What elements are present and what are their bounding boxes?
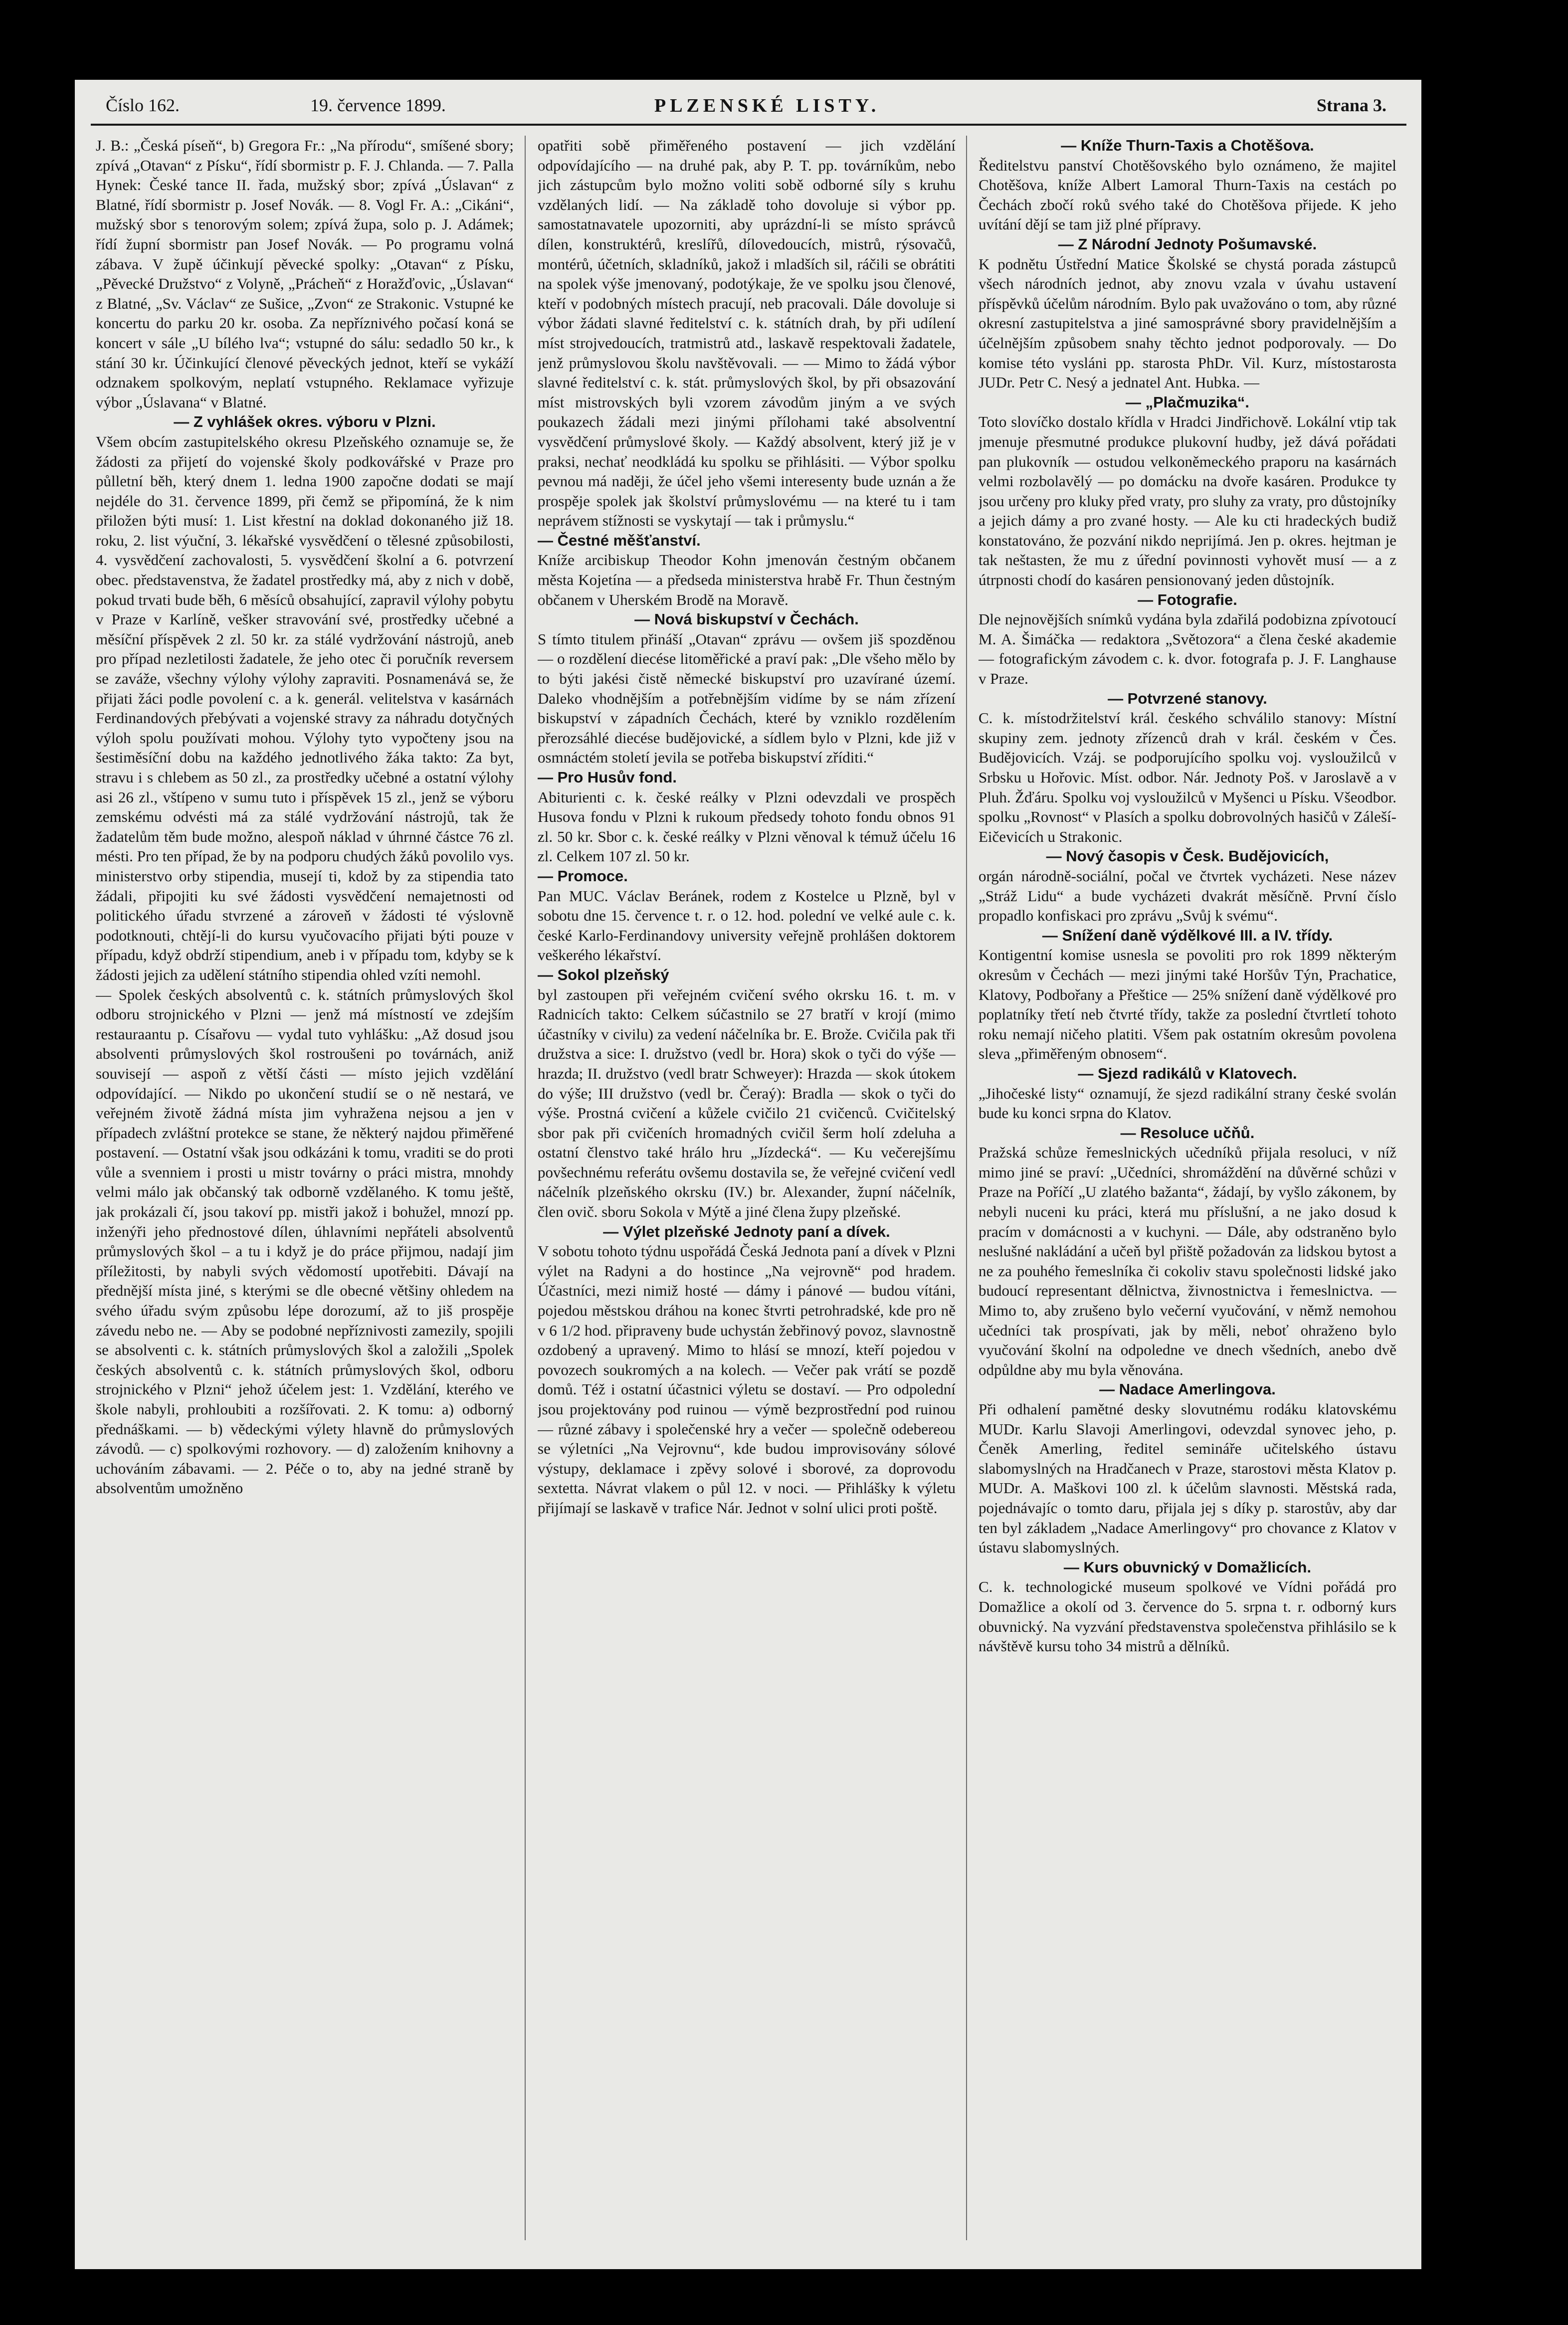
article-heading: — Fotografie.: [1138, 590, 1237, 608]
newspaper-page: [75, 80, 1421, 2269]
article-text: Pražská schůze řemeslnických učedníků přijala resoluci, v níž mimo jiné se praví: „Učedníci, shromáždění na důvěrné schůzi v Praze na Poříčí „U zlatého bažanta“, žádají, by vyšlo zákonem, by nebyli nuceni ku práci, která mu příslušní, a ne jako dosud k pracím v domácnosti a v kuchyni. — Dále, aby odstraněno bylo neslušné nakládání a učeň byl přiště požadován za lidskou bytost a ne za pouhého řemeslníka či cokoliv stavu společnosti lidské jako budoucí representant dělnictva, živnostnictva i řemeslnictva. — Mimo to, aby zrušeno bylo večerní vyučování, v němž nemohou učedníci tak prospívati, jak by měli, neboť ohraženo bylo vyučování školní na odpoledne ve dnech všedních, anebo dvě odpůldne aby mu byla věnována.: [979, 1144, 1396, 1378]
article-text: K podnětu Ústřední Matice Školské se chystá porada zástupců všech národních jednot, aby znovu vzala v úvahu ustavení příspěvků účelům národním. Bylo pak uvažováno o tom, aby různé okresní zastupitelstva a jiné samosprávné sbory pravidelnějším a účelnějším způsobem snahy těchto jednot podporovaly. — Do komise této vysláni pp. starosta PhDr. Vil. Kurz, místostarosta JUDr. Petr C. Nesý a jednatel Ant. Hubka. —: [979, 255, 1396, 391]
article-heading: — Z vyhlášek okres. výboru v Plzni.: [174, 413, 436, 431]
article-text: Pan MUC. Václav Beránek, rodem z Kostelce u Plzně, byl v sobotu dne 15. července t. r. o 12. hod. polední ve velké aule c. k. české Karlo-Ferdinandovy university veřejně prohlášen doktorem veškerého lékařství.: [538, 887, 956, 964]
article-heading: — „Plačmuzika“.: [1125, 393, 1250, 411]
article-heading: — Resoluce učňů.: [1120, 1124, 1255, 1142]
article-heading: — Z Národní Jednoty Pošumavské.: [1058, 235, 1317, 253]
article-text: Dle nejnovějších snímků vydána byla zdařilá podobizna zpívotoucí M. A. Šimáčka — redaktora „Světozora“ a člena české akademie — fotografickým závodem c. k. dvor. fotografa p. J. F. Langhause v Praze.: [979, 610, 1396, 688]
column-divider: [525, 136, 526, 2240]
article-heading: — Kurs obuvnický v Domažlicích.: [1063, 1558, 1312, 1576]
article-text: Všem obcím zastupitelského okresu Plzeňského oznamuje se, že žádosti za přijetí do vojenské školy podkovářské v Praze pro půlletní běh, který dnem 1. ledna 1900 započne dodati se mají nejdéle do 31. července 1899, při čemž se připomíná, že k nim přiložen býti musí: 1. List křestní na doklad dokonaného již 18. roku, 2. list výuční, 3. lékařské vysvědčení o tělesné způsobilosti, 4. vysvědčení zachovalosti, 5. vysvědčení školní a 6. potvrzení obec. představenstva, že žadatel prostředky má, aby z nich v době, pokud trvati bude běh, 6 měsíců obsahující, zapravil výlohy pobytu v Praze v Karlíně, vešker stravování své, prostředky učebné a měsíční příspěvek 2 zl. 50 kr. za stálé vydržování nástrojů, aneb pro případ nezletilosti žadatele, že jeho otec či poručník reversem se zaváže, všechny výlohy výlohy zapraviti. Posnamenává se, že přijati žáci podle povolení c. a k. generál. velitelstva v kasárnách Ferdinandových přebývati a vojenské stravy za náhradu dotyčných výloh spolu používati mohou. Výlohy tyto vypočteny jsou na šestiměsíční dobu na každého jednotlivého žáka takto: Za byt, stravu i s chlebem as 50 zl., za prostředky učebné a ostatní výlohy asi 26 zl., vštípeno v sumu tuto i příspěvek 15 zl., jenž se výboru zemskému odvésti má za stálé vydržování nástrojů, tak že žadatelům těm bude možno, alespoň náklad v úhrnné částce 76 zl. mésti. Pro ten případ, že by na podporu chudých žáků povolilo vys. ministerstvo orby stipendia, musejí ti, kdož by za stipendia tato žádali, připojiti ku své žádosti vysvědčení nemajetnosti od politického úřadu stvrzené a zároveň v žádosti té výslovně podotknouti, chtějí-li do kursu vyučovacího přijati býti pouze v případu, když obdrží stipendium, aneb i v případu tom, kdyby se k žádosti jejich za udělení státního stipendia ohled vzíti nemohl.: [96, 432, 514, 983]
article-text: Abiturienti c. k. české reálky v Plzni odevzdali ve prospěch Husova fondu v Plzni k rukoum předsedy tohoto fondu obnos 91 zl. 50 kr. Sbor c. k. české reálky v Plzni věnoval k témuž účelu 16 zl. Celkem 107 zl. 50 kr.: [538, 788, 956, 865]
article-text: C. k. místodržitelství král. českého schválilo stanovy: Místní skupiny zem. jednoty zřízenců drah v král. českém v Čes. Budějovicích. Vzáj. se podporujícího spolku voj. vysloužilců v Srbsku u Hořovic. Míst. odbor. Nár. Jednoty Poš. v Jaroslavě a v Pluh. Žďáru. Spolku voj vysloužilců v Myšenci u Písku. Všeodbor. spolku „Rovnost“ v Plasích a spolku dobrovolných hasičů v Záleší-Eičevicích u Strakonic.: [979, 709, 1396, 845]
column-divider: [966, 136, 967, 2240]
header-rule: [91, 124, 1406, 126]
article-text: Kontigentní komise usnesla se povoliti pro rok 1899 některým okresům v Čechách — mezi jinými také Horšův Týn, Prachatice, Klatovy, Podbořany a Přeštice — 25% snížení daně výdělkové pro poplatníky třetí neb čtvrté třídy, takže za poslední čtvrtletí tohoto roku nemají ničeho platiti. Všem pak ostatním okresům povolena sleva „přiměřeným obnosem“.: [979, 946, 1396, 1063]
article-heading: — Promoce.: [538, 867, 628, 885]
article-text: — Spolek českých absolventů c. k. státních průmyslových škol odboru strojnického v Plzni — jenž má místností ve zdejším restauraantu p. Císařovu — vydal tuto vyhlášku: „Až dosud jsou absolventi průmyslových škol rostroušeni po továrnách, aniž souvisejí — aspoň z větší části — místo jejich vzdělání odpovídající. — Nikdo po ukončení studií se o ně nestará, ve veřejném životě žádná místa jim vyhražena nejsou a jen v případech zvláštní protekce se stane, že některý najdou přiměřené postavení. — Ostatní však jsou odkázáni k tomu, vraditi se do proti vůle a svenniem i prosti u mistr továrny o práci mistra, mnohdy velmi málo jak občanský tak odborně vzdělaného. K tomu ještě, jak prokázali čí, jsou takoví pp. mistři jakož i bohužel, mnozí pp. inženýři jeho přednostové dílen, úhlavními nepřáteli absolventů průmyslových škol – a tu i když je do práce přijmou, nadají jim příležitosti, by nabyli svých vědomostí upotřebiti. Dávají na přednější místa jiné, s kterými se dle obecné většiny ohledem na svého úřadu svým způsobu lépe dorozumí, až to jiš prospěje závedu nebo ne. — Aby se podobné nepříznivosti zamezily, spojili se absolventi c. k. státních průmyslových škol a založili „Spolek českých absolventů c. k. státních průmyslových škol, odboru strojnického v Plzni“ jehož účelem jest: 1. Vzdělání, kterého ve škole nabyli, prohloubiti a rozšířovati. 2. K tomu: a) odborný přednáškami. — b) vědeckými výlety hlavně do průmyslových závodů. — c) spolkovými rozhovory. — d) založením knihovny a uchováním zábavami. — 2. Péče o to, aby na jedné straně by absolventům umožněno: [96, 985, 514, 1497]
article-text: J. B.: „Česká píseň“, b) Gregora Fr.: „Na přírodu“, smíšené sbory; zpívá „Otavan“ z Písku“, řídí sbormistr p. F. J. Chlanda. — 7. Palla Hynek: České tance II. řada, mužský sbor; zpívá „Úslavan“ z Blatné, řídí sbormistr p. Josef Novák. — 8. Vogl Fr. A.: „Cikáni“, mužský sbor s tenorovým solem; zpívá župa, solo p. J. Adámek; řídí župní sbormistr pan Josef Novák. — Po programu volná zábava. V župě účinkují pěvecké spolky: „Otavan“ z Písku, „Pěvecké Družstvo“ z Volyně, „Prácheň“ z Horažďovic, „Úslavan“ z Blatné, „Sv. Václav“ ze Sušice, „Zvon“ ze Strakonic. Vstupné ke koncertu do parku 20 kr. osoba. Za nepříznivého počasí koná se koncert v sále „U bílého lva“; vstupné do sálu: sedadlo 50 kr., k stání 30 kr. Účinkující členové pěveckých jednot, kteří se vykáží odznakem spolkovým, neplatí vstupného. Reklamace vyřizuje výbor „Úslavana“ v Blatné.: [96, 137, 514, 411]
article-heading: — Nový časopis v Česk. Budějovicích,: [1046, 847, 1329, 865]
article-text: Ředitelstvu panství Chotěšovského bylo oznámeno, že majitel Chotěšova, kníže Albert Lamoral Thurn-Taxis na cestách po Čechách zbočí roků svého také do Chotěšova přijede. K jeho uvítání dějí se tam již plné přípravy.: [979, 156, 1396, 233]
masthead-title: PLZENSKÉ LISTY.: [654, 95, 880, 116]
issue-date: 19. července 1899.: [310, 95, 446, 115]
article-heading: — Sjezd radikálů v Klatovech.: [1078, 1064, 1297, 1082]
article-heading: — Nová biskupství v Čechách.: [634, 610, 859, 628]
page-header: [91, 95, 1406, 125]
article-heading: — Snížení daně výdělkové III. a IV. třídy.: [1042, 926, 1333, 944]
article-text: orgán národně-sociální, počal ve čtvrtek vycházeti. Nese název „Stráž Lidu“ a bude vycházeti dvakrát měsíčně. První číslo propadlo konfiskaci pro zprávu „Svůj k svému“.: [979, 867, 1396, 925]
page-number: Strana 3.: [1316, 95, 1386, 115]
article-text: „Jihočeské listy“ oznamují, že sjezd radikální strany české svolán bude ku konci srpna do Klatov.: [979, 1084, 1396, 1122]
article-text: byl zastoupen při veřejném cvičení svého okrsku 16. t. m. v Radnicích takto: Celkem súčastnilo se 27 bratří v krojí (mimo účastníky v civilu) za vedení náčelníka br. E. Brože. Cvičila pak tři družstva a sice: I. družstvo (vedl br. Hora) skok o tyči do výše — hrazda; II. družstvo (vedl bratr Schweyer): Hrazda — skok útokem do výše; III družstvo (vedl br. Čeraý): Bradla — skok o tyči do výše. Prostná cvičení a kůžele cvičilo 21 cvičenců. Cvičitelský sbor pak při cvičeních hromadných cvičil šerm holí zdeluha a ostatní členstvo také hrálo hru „Jízdecká“. — Ku večerejšímu povšechnému referátu ovšemu dostavila se, že veřejné cvičení vedl náčelník plzeňského okrsku (IV.) br. Alexander, župní náčelník, člen ovič. sboru Sokola v Mýtě a jiné člena župy plzeňské.: [538, 985, 956, 1221]
article-text: V sobotu tohoto týdnu uspořádá Česká Jednota paní a dívek v Plzni výlet na Radyni a do hostince „Na vejrovně“ pod hradem. Účastníci, mezi nimiž hosté — dámy i pánové — budou vítáni, pojedou městskou dráhou na konec štvrti petrohradské, kde pro ně v 6 1/2 hod. připraveny bude uchystán žebřinový povoz, slavnostně ozdobený a upravený. Mimo to hlásí se mnozí, kteří pojedou v povozech soukromých a na kolech. — Večer pak vrátí se pozdě domů. Též i ostatní účastnici výletu se dostaví. — Pro odpolední jsou projektovány pod ruinou — výmě bezprostřední pod ruinou — různé zábavy i společenské hry a večer — společně odebereou se výletníci „Na Vejrovnu“, kde budou improvisovány sólové výstupy, deklamace i zpěvy solové i sborové, za doprovodu sextetta. Návrat vlakem o půl 12. v noci. — Přihlášky k výletu přijímají se laskavě v trafice Nár. Jednot v solní ulici proti poště.: [538, 1242, 956, 1517]
column-2: [538, 136, 956, 2245]
article-text: opatřiti sobě přiměřeného postavení — jich vzdělání odpovídajícího — na druhé pak, aby P. T. pp. továrníkům, nebo jich zástupcům bylo možno voliti sobě odborné síly s kruhu vzdělaných lidí. — Na základě toho dovoluje si výbor pp. samostatnavatele upozorniti, aby uprázdní-li se místo správců dílen, konstruktérů, kreslířů, dílovedoucích, mistrů, rýsovačů, montérů, účetních, skladníků, jakož i mladších sil, ráčili se obrátiti na spolek výše jmenovaný, podotýkaje, že ve spolku jsou členové, kteří v podobných místech pracují, neb pracovali. Dále dovoluje si výbor žádati slavné ředitelství c. k. státních drah, by při udílení míst strojvedoucích, tratmistrů atd., laskavě respektovali žadatele, jenž průmyslovou školu navštěvovali. — — Mimo to žádá výbor slavné ředitelství c. k. stát. průmyslových škol, by při obsazování míst mistrovských byli vzorem závodům jiným a ve svých poukazech žádali mezi jinými přílohami také absolventní vysvědčení průmyslové školy. — Každý absolvent, který již je v praksi, nechať neodkládá ku spolku se přihlásiti. — Výbor spolku pevnou má naději, že účel jeho všemi interesenty bude uznán a že prospěje spolek jak školství průmyslovému — na které tu i tam neprávem stížnosti se vyskytají — tak i průmyslu.“: [538, 137, 956, 530]
article-text: S tímto titulem přináší „Otavan“ zprávu — ovšem jiš spozděnou — o rozdělení diecése litoměřické a praví pak: „Dle všeho mělo by to býti jakési čistě německé biskupství pro uzavírané území. Daleko vhodnějším a potřebnějším vidíme by se nám zřízení biskupství v západních Čechách, které by vzniklo rozdělením přerozsáhlé diecése budějovické, a sídlem bylo v Plzni, kde již v osmnáctém století jevila se potřeba biskupství zříditi.“: [538, 630, 956, 767]
article-heading: — Výlet plzeňské Jednoty paní a dívek.: [603, 1222, 890, 1240]
column-1: [96, 136, 514, 2245]
article-text: Kníže arcibiskup Theodor Kohn jmenován čestným občanem města Kojetína — a předseda ministerstva hrabě Fr. Thun čestným občanem v Uherském Brodě na Moravě.: [538, 551, 956, 608]
article-heading: — Kníže Thurn-Taxis a Chotěšova.: [1061, 137, 1314, 154]
article-text: Při odhalení pamětné desky slovutnému rodáku klatovskému MUDr. Karlu Slavoji Amerlingovi, odevzdal synovec jeho, p. Čeněk Amerling, ředitel semináře učitelského ústavu slabomyslných na Hradčanech v Praze, starostovi města Klatov p. MUDr. A. Maškovi 100 zl. k účelům slavnosti. Městská rada, pojednávajíc o tomto daru, přijala jej s díky p. starostův, aby dar ten byl základem „Nadace Amerlingovy“ pro chovance z Klatov v ústavu slabomyslných.: [979, 1400, 1396, 1556]
article-heading: — Čestné měšťanství.: [538, 531, 701, 549]
article-heading: — Potvrzené stanovy.: [1108, 689, 1267, 707]
issue-number: Číslo 162.: [106, 95, 180, 115]
article-heading: — Nadace Amerlingova.: [1099, 1380, 1276, 1398]
column-3: [979, 136, 1396, 2245]
article-text: C. k. technologické museum spolkové ve Vídni pořádá pro Domažlice a okolí od 3. července do 5. srpna t. r. odborný kurs obuvnický. Na vyzvání představenstva společenstva přihlásilo se k návštěvě kursu toho 34 mistrů a dělníků.: [979, 1578, 1396, 1655]
article-text: Toto slovíčko dostalo křídla v Hradci Jindřichově. Lokální vtip tak jmenuje přesmutné produkce plukovní hudby, jež dává pořádati pan plukovník — ostudou velkoněmeckého praporu na kasárnách velmi rozbolavělý — po domácku na dvoře kasáren. Produkce ty jsou určeny pro kluky před vraty, pro sluhy za vraty, pro důstojníky a jejich dámy a pro zvané hosty. — Ale ku cti hradeckých budiž konstatováno, že pozvání nikdo neprijímá. Jen p. okres. hejtman je tak neštasten, že mu z úřední povinnosti vyhovět musí — a z útrpnosti chodí do kasáren pensionovaný jeden důstojník.: [979, 413, 1396, 589]
article-heading: — Pro Husův fond.: [538, 769, 677, 786]
article-heading: — Sokol plzeňský: [538, 966, 669, 983]
